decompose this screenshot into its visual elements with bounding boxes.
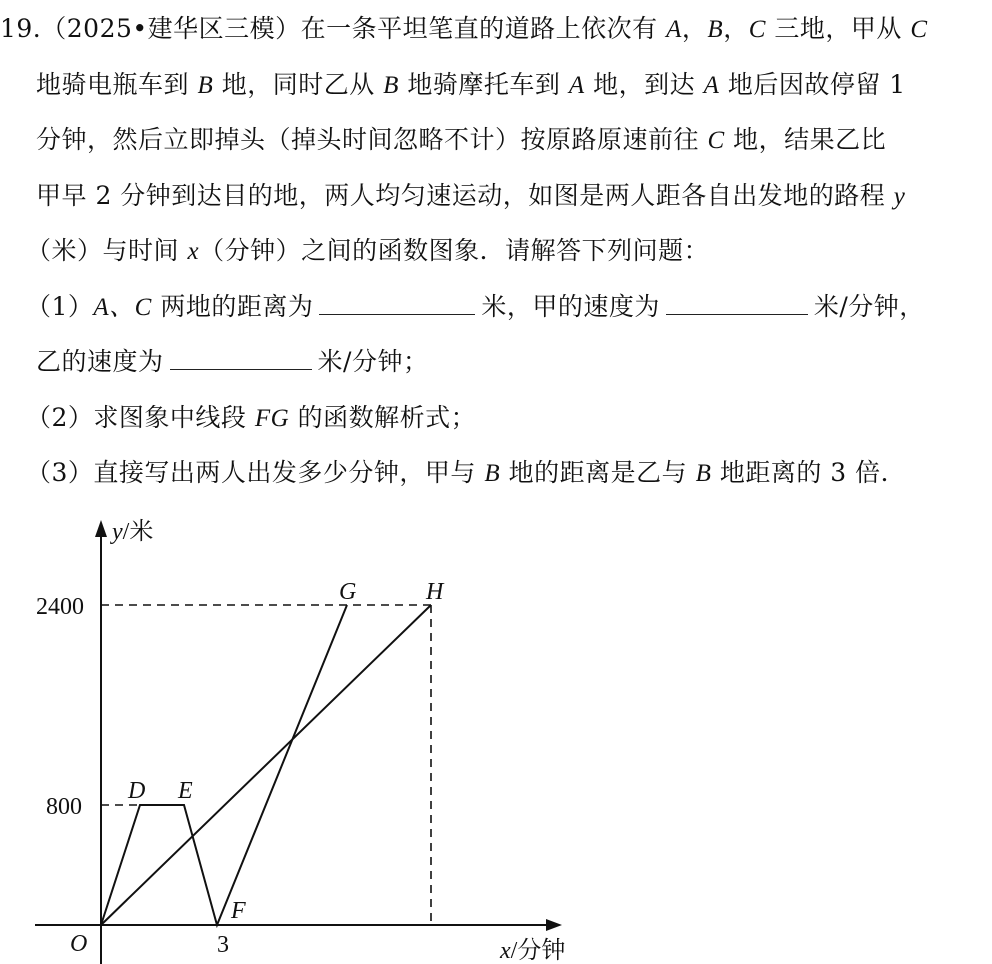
text: 在一条平坦笔直的道路上依次有 <box>300 14 658 43</box>
point-label-e: E <box>178 778 193 804</box>
problem-line-5 <box>26 236 709 267</box>
text: 地，结果乙比 <box>733 125 887 154</box>
text: 三地，甲从 <box>774 14 902 43</box>
text: 甲早 2 分钟到达目的地，两人均匀速运动，如图是两人距各自出发地的路程 <box>36 181 886 210</box>
text: ， <box>723 14 749 43</box>
x-axis-label: x/分钟 <box>500 938 566 964</box>
text: 米，甲的速度为 <box>481 292 660 321</box>
text: 米/分钟， <box>813 292 925 321</box>
y-axis-label: y/米 <box>112 519 154 545</box>
var: C <box>707 127 725 154</box>
text: 地骑电瓶车到 <box>36 70 190 99</box>
x-tick-3: 3 <box>217 932 229 958</box>
point-label-h: H <box>426 579 444 605</box>
text: （米）与时间 <box>26 236 180 265</box>
x-axis-arrow-icon <box>546 919 562 931</box>
text: 地骑摩托车到 <box>407 70 561 99</box>
problem-line-2 <box>36 70 906 101</box>
var: B <box>197 72 214 99</box>
y-tick-800: 800 <box>46 794 82 820</box>
text: （2）求图象中线段 <box>26 403 247 432</box>
origin-label: O <box>70 931 88 957</box>
point-label-g: G <box>339 579 357 605</box>
question-1-line-1 <box>26 292 925 323</box>
function-graph <box>0 510 620 964</box>
problem-line-4 <box>36 181 905 212</box>
text: 地，到达 <box>593 70 696 99</box>
problem-source: （2025•建华区三模） <box>41 14 301 43</box>
y-axis-arrow-icon <box>95 520 107 537</box>
problem-line-3 <box>36 125 886 156</box>
text: 分钟，然后立即掉头（掉头时间忽略不计）按原路原速前往 <box>36 125 700 154</box>
question-3 <box>26 458 906 489</box>
text: （1） <box>26 292 94 321</box>
text: 两地的距离为 <box>160 292 314 321</box>
var: A <box>568 72 585 99</box>
jia-path-line <box>101 605 431 925</box>
text: 地距离的 3 倍． <box>719 458 907 487</box>
var: C <box>910 16 928 43</box>
var: B <box>484 460 501 487</box>
text: 的函数解析式； <box>297 403 477 432</box>
yi-path-line <box>101 605 347 925</box>
answer-blank-jia-speed[interactable] <box>666 292 808 315</box>
var: A <box>703 72 720 99</box>
text: 米/分钟； <box>317 347 429 376</box>
var: A、C <box>93 294 152 321</box>
var: y <box>893 183 906 210</box>
text: ， <box>681 14 708 43</box>
point-label-d: D <box>128 778 146 804</box>
question-2 <box>26 403 476 434</box>
var: C <box>748 16 766 43</box>
y-tick-2400: 2400 <box>36 594 84 620</box>
var: B <box>695 460 712 487</box>
text: 乙的速度为 <box>36 347 164 376</box>
var: FG <box>254 405 290 432</box>
answer-blank-ac-distance[interactable] <box>319 292 475 315</box>
text: （3）直接写出两人出发多少分钟，甲与 <box>26 458 476 487</box>
text: 地，同时乙从 <box>221 70 375 99</box>
var: B <box>383 72 399 99</box>
text: 地的距离是乙与 <box>508 458 688 487</box>
answer-blank-yi-speed[interactable] <box>170 347 312 370</box>
point-label-f: F <box>231 898 246 924</box>
text: 地后因故停留 1 <box>727 70 906 99</box>
problem-line-1 <box>0 14 928 45</box>
var: x <box>187 238 200 265</box>
problem-number: 19. <box>0 14 42 43</box>
text: （分钟）之间的函数图象．请解答下列问题： <box>199 236 710 265</box>
var: A <box>666 16 682 43</box>
var: B <box>707 16 724 43</box>
question-1-line-2 <box>36 347 428 377</box>
